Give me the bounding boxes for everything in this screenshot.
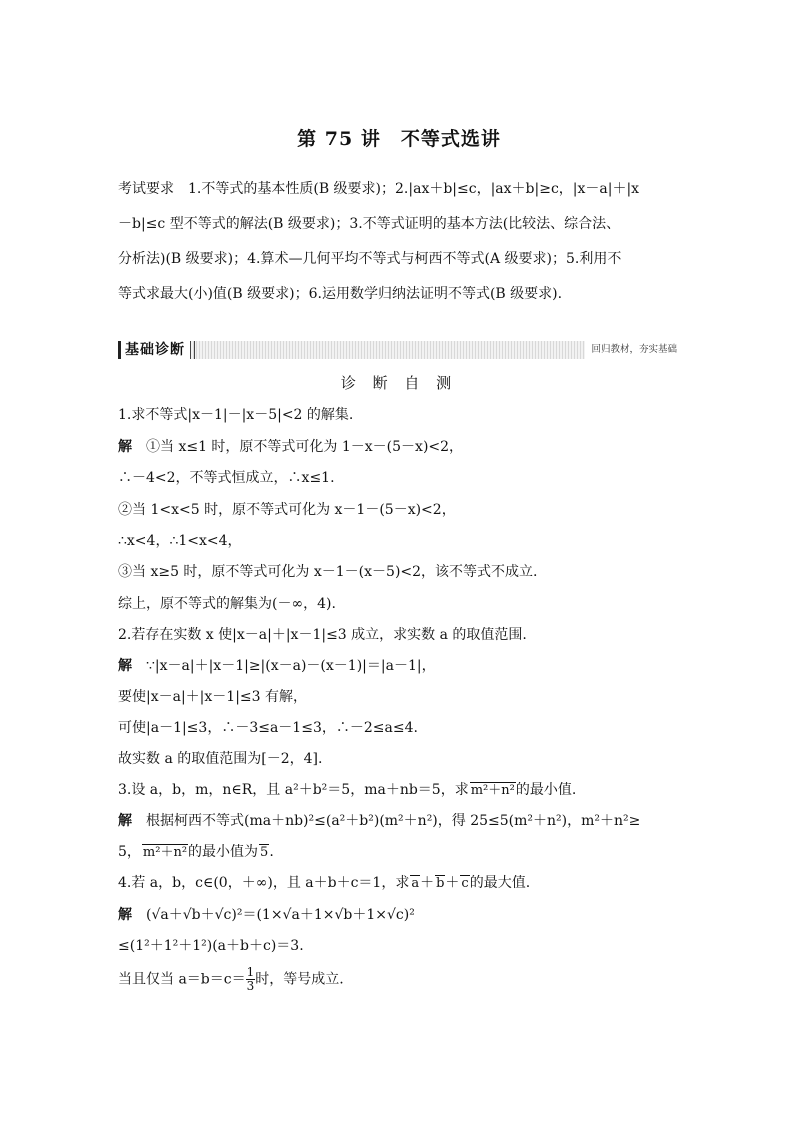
radicand: a	[411, 876, 420, 891]
solution-text: 当且仅当 a＝b＝c＝	[118, 971, 246, 988]
section-tagline: 回归教材，夯实基础	[585, 341, 680, 359]
radicand: m²＋n²	[470, 783, 515, 798]
exam-requirements	[118, 172, 680, 312]
problem-1-solution-line	[118, 436, 463, 456]
solution-text: .	[269, 844, 274, 860]
solution-label: 解	[118, 658, 132, 674]
sqrt-symbol	[460, 875, 469, 891]
sqrt-symbol	[470, 782, 516, 798]
problem-1-solution-line: ②当 1<x<5 时，原不等式可化为 x－1－(5－x)<2，	[118, 502, 456, 518]
solution-text: 的最小值为	[188, 844, 259, 860]
problem-2-solution-line: 故实数 a 的取值范围为[－2，4].	[118, 751, 323, 767]
solution-text: 5，	[118, 844, 141, 860]
plus-sign: ＋	[420, 875, 435, 891]
question-text: 的最大值.	[469, 875, 531, 891]
problem-4-question	[118, 872, 530, 892]
problem-3-solution-line	[118, 810, 640, 830]
sqrt-symbol	[142, 844, 188, 860]
problem-1-solution-line: ∴x<4，∴1<x<4，	[118, 533, 242, 549]
solution-label: 解	[118, 813, 132, 829]
problem-4-solution-line	[118, 966, 344, 993]
radicand: m²＋n²	[142, 845, 188, 860]
problem-4-solution-line	[118, 904, 415, 924]
radicand: 5	[260, 845, 269, 860]
problem-2-question: 2.若存在实数 x 使|x－a|＋|x－1|≤3 成立，求实数 a 的取值范围.	[118, 627, 527, 643]
solution-text: ①当 x≤1 时，原不等式可化为 1－x－(5－x)<2，	[146, 439, 464, 455]
fraction-numerator: 1	[246, 965, 255, 979]
requirements-line: 考试要求 1.不等式的基本性质(B 级要求)；2.|ax＋b|≤c，|ax＋b|≥c，|x－a|＋|x	[118, 181, 640, 197]
problem-2-solution-line: 要使|x－a|＋|x－1|≤3 有解，	[118, 689, 307, 705]
problem-2-solution-line: 可使|a－1|≤3，∴－3≤a－1≤3，∴－2≤a≤4.	[118, 720, 418, 736]
problem-3-question	[118, 779, 576, 799]
requirements-line: 等式求最大(小)值(B 级要求)；6.运用数学归纳法证明不等式(B 级要求).	[118, 286, 563, 302]
solution-text: 根据柯西不等式(ma＋nb)²≤(a²＋b²)(m²＋n²)，得 25≤5(m²＋n²)，m²＋n²≥	[146, 813, 641, 829]
problem-4-solution-line: ≤(1²＋1²＋1²)(a＋b＋c)＝3.	[118, 938, 304, 954]
problem-3-solution-line	[118, 841, 274, 861]
section-subtitle: 诊 断 自 测	[340, 374, 458, 392]
page-title: 第 75 讲 不等式选讲	[297, 128, 501, 150]
question-text: 的最小值.	[515, 782, 577, 798]
radicand: b	[436, 876, 445, 891]
requirements-line: 分析法)(B 级要求)；4.算术—几何平均不等式与柯西不等式(A 级要求)；5.利用不	[118, 251, 622, 267]
question-text: 4.若 a，b，c∈(0，＋∞)，且 a＋b＋c＝1，求	[118, 875, 410, 891]
problem-1-solution-line: 综上，原不等式的解集为(－∞，4).	[118, 596, 336, 612]
solution-text: ∵|x－a|＋|x－1|≥|(x－a)－(x－1)|＝|a－1|，	[146, 658, 436, 674]
problem-1-solution-line: ③当 x≥5 时，原不等式可化为 x－1－(x－5)<2，该不等式不成立.	[118, 564, 538, 580]
section-header-bar	[118, 341, 680, 359]
problem-1-question: 1.求不等式|x－1|－|x－5|<2 的解集.	[118, 407, 354, 423]
sqrt-symbol	[259, 844, 269, 860]
problem-1-solution-line: ∴－4<2，不等式恒成立，∴x≤1.	[118, 470, 335, 486]
solution-label: 解	[118, 439, 132, 455]
solution-label: 解	[118, 907, 132, 923]
question-text: 3.设 a，b，m，n∈R，且 a²＋b²＝5，ma＋nb＝5，求	[118, 782, 469, 798]
solution-text: 时，等号成立.	[255, 971, 344, 988]
sqrt-symbol	[410, 875, 420, 891]
requirements-line: －b|≤c 型不等式的解法(B 级要求)；3.不等式证明的基本方法(比较法、综合法、	[118, 216, 621, 232]
fraction-denominator: 3	[246, 979, 255, 993]
sqrt-symbol	[435, 875, 445, 891]
problem-2-solution-line	[118, 655, 436, 675]
fraction	[246, 966, 256, 993]
radicand: c	[461, 876, 469, 891]
plus-sign: ＋	[445, 875, 460, 891]
section-label: 基础诊断	[118, 341, 191, 359]
solution-text: (√a＋√b＋√c)²＝(1×√a＋1×√b＋1×√c)²	[146, 907, 415, 923]
